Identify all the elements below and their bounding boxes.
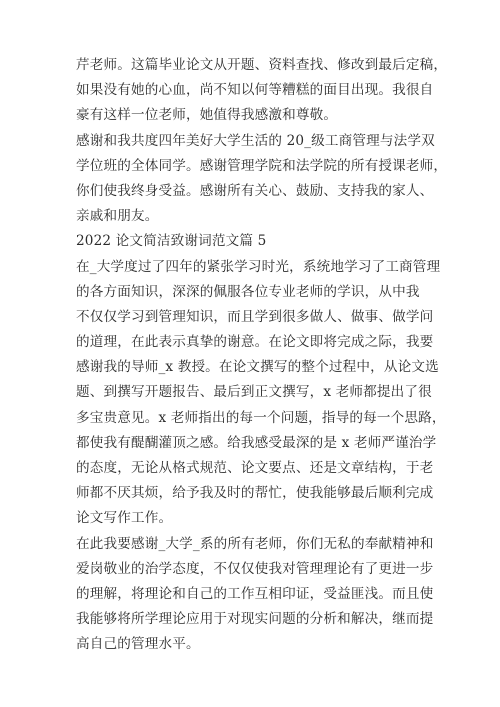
text-line: 感谢和我共度四年美好大学生活的 20_级工商管理与法学双 [76, 132, 435, 149]
text-line: 的态度，无论从格式规范、论文要点、还是文章结构，于老 [76, 460, 434, 476]
document-body [76, 53, 448, 658]
text-line: 的各方面知识，深深的佩服各位专业老师的学识，从中我 [76, 283, 420, 300]
text-line: 论文写作工作。 [76, 510, 173, 527]
text-line: 多宝贵意见。x 老师指出的每一个问题，指导的每一个思路， [76, 409, 446, 426]
text-line: 你们使我终身受益。感谢所有关心、鼓励、支持我的家人、 [76, 182, 434, 199]
text-line: 亲戚和朋友。 [76, 208, 159, 225]
text-line: 高自己的管理水平。 [76, 636, 200, 653]
text-line: 爱岗敬业的治学态度，不仅仅使我对管理理论有了更进一步 [76, 560, 434, 577]
paragraph-3 [76, 255, 446, 532]
text-line: 芹老师。这篇毕业论文从开题、资料查找、修改到最后定稿， [76, 57, 448, 73]
text-line: 题、到撰写开题报告、最后到正文撰写，x 老师都提出了很 [76, 384, 432, 401]
text-line: 感谢我的导师_x 教授。在论文撰写的整个过程中，从论文选 [76, 359, 439, 376]
text-line: 在_大学度过了四年的紧张学习时光，系统地学习了工商管理 [76, 258, 441, 275]
text-line: 师都不厌其烦，给予我及时的帮忙，使我能够最后顺利完成 [76, 485, 434, 502]
paragraph-1 [76, 53, 448, 129]
text-line: 学位班的全体同学。感谢管理学院和法学院的所有授课老师， [76, 157, 448, 174]
text-line: 不仅仅学习到管理知识，而且学到很多做人、做事、做学问 [76, 308, 434, 325]
text-line: 豪有这样一位老师，她值得我感激和尊敬。 [76, 107, 338, 124]
paragraph-4 [76, 532, 436, 658]
text-line: 在此我要感谢_大学_系的所有老师，你们无私的奉献精神和 [76, 535, 434, 552]
section-heading: 2022 论文简洁致谢词范文篇 5 [76, 233, 267, 250]
text-line: 我能够将所学理论应用于对现实问题的分析和解决，继而提 [76, 611, 434, 628]
paragraph-2 [76, 129, 448, 230]
text-line: 的道理，在此表示真挚的谢意。在论文即将完成之际，我要 [76, 334, 434, 351]
text-line: 的理解，将理论和自己的工作互相印证，受益匪浅。而且使 [76, 585, 434, 602]
text-line: 如果没有她的心血，尚不知以何等糟糕的面目出现。我很自 [76, 82, 434, 99]
text-line: 都使我有醍醐灌顶之感。给我感受最深的是 x 老师严谨治学 [76, 434, 437, 451]
